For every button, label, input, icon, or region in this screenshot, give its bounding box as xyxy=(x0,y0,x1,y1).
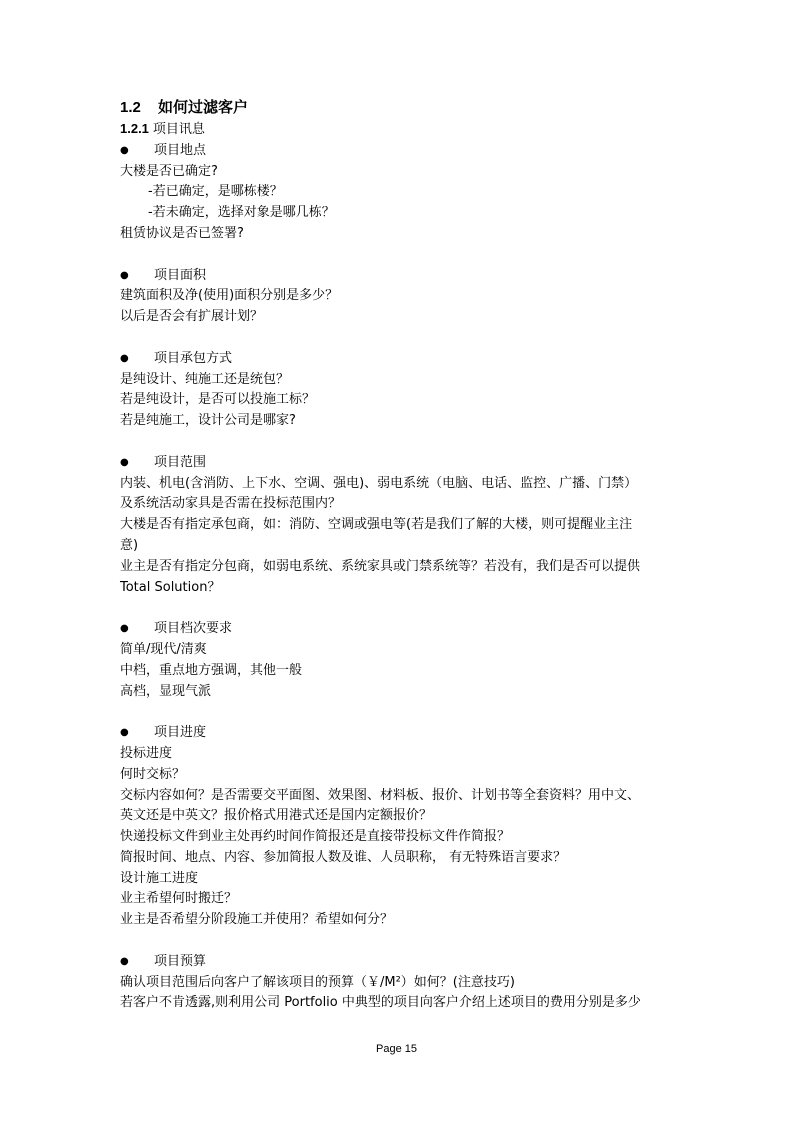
text-line: Total Solution？ xyxy=(120,579,221,595)
subsection-number: 1.2.1 xyxy=(120,121,149,136)
bullet-dot-icon: ● xyxy=(120,456,129,468)
text-line: 确认项目范围后向客户了解该项目的预算（￥/M²）如何？(注意技巧) xyxy=(120,974,515,990)
text-line: 业主希望何时搬迁？ xyxy=(120,891,238,907)
bullet-dot-icon: ● xyxy=(120,955,129,967)
text-line: 投标进度 xyxy=(120,745,173,761)
bullet-schedule xyxy=(120,723,680,744)
bullet-dot-icon: ● xyxy=(120,144,129,156)
text-line: 及系统活动家具是否需在投标范围内？ xyxy=(120,496,342,512)
text-line: 何时交标？ xyxy=(120,766,186,782)
text-line: 内装、机电(含消防、上下水、空调、强电)、弱电系统（电脑、电话、监控、广播、门禁） xyxy=(120,475,638,491)
section-heading xyxy=(120,96,680,119)
bullet-budget xyxy=(120,952,680,973)
bullet-title: 项目档次要求 xyxy=(154,621,233,637)
text-line: 若客户不肯透露,则利用公司 Portfolio 中典型的项目向客户介绍上述项目的费用分别是多少 xyxy=(120,995,641,1011)
text-line: 英文还是中英文？报价格式用港式还是国内定额报价？ xyxy=(120,808,433,824)
bullet-title: 项目进度 xyxy=(154,725,207,741)
text-line: 若是纯设计，是否可以投施工标？ xyxy=(120,392,316,408)
bullet-contract xyxy=(120,349,680,370)
bullet-dot-icon: ● xyxy=(120,352,129,364)
text-line: 快递投标文件到业主处再约时间作简报还是直接带投标文件作简报？ xyxy=(120,829,511,845)
text-line: 中档，重点地方强调，其他一般 xyxy=(120,662,303,678)
bullet-dot-icon: ● xyxy=(120,727,129,739)
text-line: 大楼是否已确定? xyxy=(120,163,218,179)
bullet-location xyxy=(120,141,680,162)
text-line: 高档，显现气派 xyxy=(120,683,212,699)
text-line: 业主是否希望分阶段施工并使用？希望如何分？ xyxy=(120,912,394,928)
section-title: 如何过滤客户 xyxy=(158,98,249,116)
text-line: 业主是否有指定分包商，如弱电系统、系统家具或门禁系统等？若没有，我们是否可以提供 xyxy=(120,558,641,574)
text-line: 意) xyxy=(120,537,139,553)
bullet-area xyxy=(120,266,680,287)
bullet-dot-icon: ● xyxy=(120,623,129,635)
text-line: 简单/现代/清爽 xyxy=(120,641,207,657)
text-line: 交标内容如何？是否需要交平面图、效果图、材料板、报价、计划书等全套资料？用中文、 xyxy=(120,787,641,803)
text-line: 建筑面积及净(使用)面积分别是多少？ xyxy=(120,288,339,304)
subsection-heading xyxy=(120,119,680,141)
page-number: Page 15 xyxy=(376,1043,417,1055)
text-line: 设计施工进度 xyxy=(120,870,199,886)
text-line: -若已确定，是哪栋楼？ xyxy=(148,184,283,200)
bullet-title: 项目面积 xyxy=(154,267,207,283)
page-content xyxy=(120,96,680,1014)
text-line: 以后是否会有扩展计划？ xyxy=(120,309,264,325)
text-line: 大楼是否有指定承包商，如：消防、空调或强电等(若是我们了解的大楼，则可提醒业主注 xyxy=(120,517,633,533)
text-line: 租赁协议是否已签署? xyxy=(120,225,244,241)
bullet-grade xyxy=(120,619,680,640)
subsection-title: 项目讯息 xyxy=(152,122,205,137)
text-line: 若是纯施工，设计公司是哪家? xyxy=(120,413,296,429)
bullet-scope xyxy=(120,453,680,474)
bullet-title: 项目预算 xyxy=(154,953,207,969)
text-line: 是纯设计、纯施工还是统包？ xyxy=(120,371,290,387)
bullet-title: 项目地点 xyxy=(154,142,207,158)
text-line: -若未确定，选择对象是哪几栋？ xyxy=(148,205,335,221)
bullet-title: 项目范围 xyxy=(154,454,207,470)
bullet-title: 项目承包方式 xyxy=(154,350,233,366)
text-line: 简报时间、地点、内容、参加简报人数及谁、人员职称， 有无特殊语言要求？ xyxy=(120,849,567,865)
section-number: 1.2 xyxy=(120,99,141,116)
bullet-dot-icon: ● xyxy=(120,269,129,281)
